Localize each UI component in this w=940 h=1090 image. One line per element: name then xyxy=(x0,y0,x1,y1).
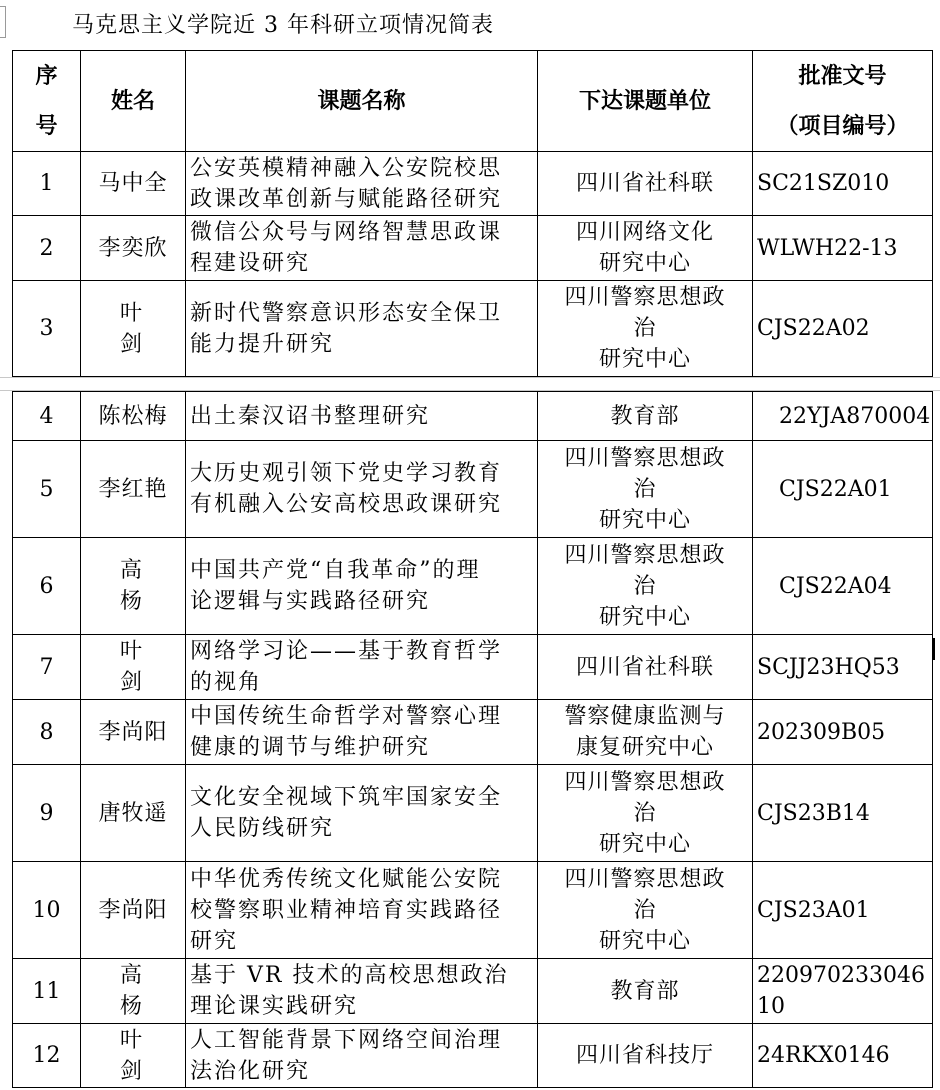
table-row xyxy=(13,538,933,635)
row-name: 高杨 xyxy=(81,538,186,635)
row-topic: 中国传统生命哲学对警察心理 健康的调节与维护研究 xyxy=(186,700,538,765)
row-name: 高杨 xyxy=(81,959,186,1024)
page-corner-mark xyxy=(0,6,6,38)
row-no: 9 xyxy=(13,765,81,862)
row-topic: 出土秦汉诏书整理研究 xyxy=(186,392,538,441)
row-unit: 教育部 xyxy=(538,392,753,441)
header-unit: 下达课题单位 xyxy=(538,51,753,152)
row-topic: 中国共产党“自我革命”的理 论逻辑与实践路径研究 xyxy=(186,538,538,635)
row-topic: 微信公众号与网络智慧思政课 程建设研究 xyxy=(186,216,538,281)
row-no: 6 xyxy=(13,538,81,635)
row-unit: 四川网络文化 研究中心 xyxy=(538,216,753,281)
header-topic: 课题名称 xyxy=(186,51,538,152)
row-topic: 基于 VR 技术的高校思想政治 理论课实践研究 xyxy=(186,959,538,1024)
row-code: CJS22A01 xyxy=(753,441,933,538)
row-code: SCJJ23HQ53 xyxy=(753,635,933,700)
row-code: CJS23A01 xyxy=(753,862,933,959)
row-no: 12 xyxy=(13,1024,81,1088)
table-row xyxy=(13,441,933,538)
row-topic: 大历史观引领下党史学习教育 有机融入公安高校思政课研究 xyxy=(186,441,538,538)
row-name: 李红艳 xyxy=(81,441,186,538)
row-unit: 四川警察思想政 治 研究中心 xyxy=(538,862,753,959)
row-topic: 公安英模精神融入公安院校思 政课改革创新与赋能路径研究 xyxy=(186,152,538,216)
row-unit: 四川警察思想政 治 研究中心 xyxy=(538,538,753,635)
row-name: 叶剑 xyxy=(81,1024,186,1088)
row-topic: 新时代警察意识形态安全保卫 能力提升研究 xyxy=(186,281,538,377)
row-unit: 警察健康监测与 康复研究中心 xyxy=(538,700,753,765)
row-name: 李尚阳 xyxy=(81,862,186,959)
row-no: 8 xyxy=(13,700,81,765)
row-no: 5 xyxy=(13,441,81,538)
research-table-part-1 xyxy=(12,50,933,377)
table-row xyxy=(13,1024,933,1088)
row-unit: 四川警察思想政 治 研究中心 xyxy=(538,765,753,862)
table-row xyxy=(13,635,933,700)
row-name: 叶剑 xyxy=(81,635,186,700)
table-row xyxy=(13,281,933,377)
row-name: 唐牧遥 xyxy=(81,765,186,862)
header-code: 批准文号 （项目编号） xyxy=(753,51,933,152)
row-no: 7 xyxy=(13,635,81,700)
row-topic: 文化安全视域下筑牢国家安全 人民防线研究 xyxy=(186,765,538,862)
page-break-gap xyxy=(0,377,940,391)
row-unit: 四川警察思想政 治 研究中心 xyxy=(538,281,753,377)
row-code: 24RKX0146 xyxy=(753,1024,933,1088)
row-topic: 人工智能背景下网络空间治理 法治化研究 xyxy=(186,1024,538,1088)
row-topic: 网络学习论——基于教育哲学 的视角 xyxy=(186,635,538,700)
row-unit: 四川警察思想政 治 研究中心 xyxy=(538,441,753,538)
row-no: 10 xyxy=(13,862,81,959)
table-row xyxy=(13,700,933,765)
table-row xyxy=(13,765,933,862)
row-code: CJS22A02 xyxy=(753,281,933,377)
row-code: CJS22A04 xyxy=(753,538,933,635)
table-row xyxy=(13,216,933,281)
table-row xyxy=(13,392,933,441)
row-name: 李尚阳 xyxy=(81,700,186,765)
row-code: 220970233046 10 xyxy=(753,959,933,1024)
row-unit: 四川省社科联 xyxy=(538,635,753,700)
table-row xyxy=(13,959,933,1024)
row-name: 陈松梅 xyxy=(81,392,186,441)
row-no: 2 xyxy=(13,216,81,281)
research-table-part-2 xyxy=(12,391,933,1088)
row-unit: 教育部 xyxy=(538,959,753,1024)
text-cursor-mark xyxy=(933,638,935,660)
row-code: SC21SZ010 xyxy=(753,152,933,216)
row-name: 李奕欣 xyxy=(81,216,186,281)
row-code: CJS23B14 xyxy=(753,765,933,862)
row-no: 4 xyxy=(13,392,81,441)
row-unit: 四川省社科联 xyxy=(538,152,753,216)
table-row xyxy=(13,862,933,959)
row-unit: 四川省科技厅 xyxy=(538,1024,753,1088)
row-no: 1 xyxy=(13,152,81,216)
row-topic: 中华优秀传统文化赋能公安院 校警察职业精神培育实践路径 研究 xyxy=(186,862,538,959)
table-header-row xyxy=(13,51,933,152)
row-code: WLWH22-13 xyxy=(753,216,933,281)
row-code: 202309B05 xyxy=(753,700,933,765)
header-no: 序 号 xyxy=(13,51,81,152)
row-no: 3 xyxy=(13,281,81,377)
table-row xyxy=(13,152,933,216)
row-name: 叶剑 xyxy=(81,281,186,377)
document-title: 马克思主义学院近 3 年科研立项情况简表 xyxy=(72,13,494,38)
row-code: 22YJA870004 xyxy=(753,392,933,441)
row-name: 马中全 xyxy=(81,152,186,216)
header-name: 姓名 xyxy=(81,51,186,152)
row-no: 11 xyxy=(13,959,81,1024)
